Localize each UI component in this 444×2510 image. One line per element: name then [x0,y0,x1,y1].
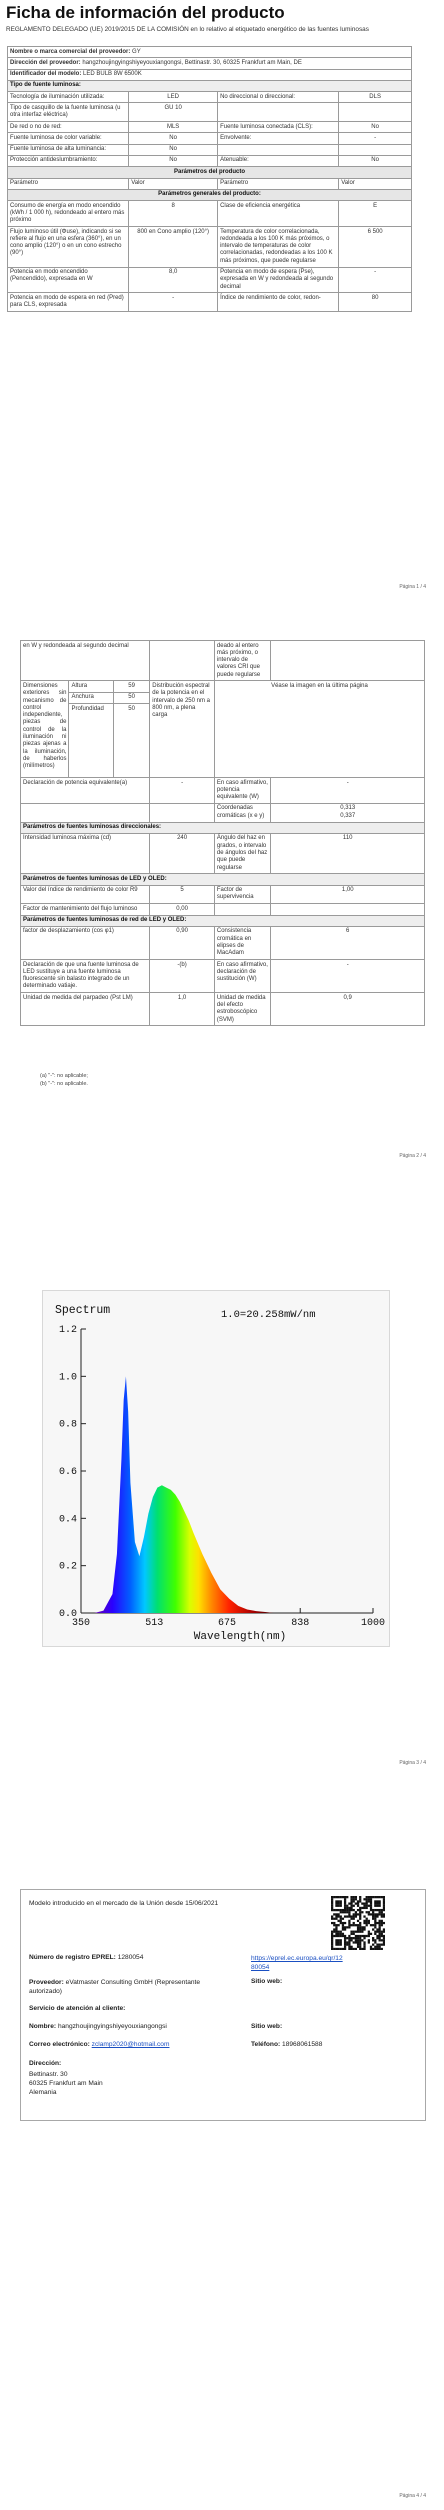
table-row [8,103,412,122]
cont-cell-2 [150,641,215,681]
table-row [8,92,412,103]
supplier-name-label: Nombre o marca comercial del proveedor: [10,48,131,55]
table-cell [150,803,215,822]
table-cell: No [129,144,218,155]
spectral-dist-label: Distribución espectral de la potencia en el intervalo de 250 nm a 800 nm, a plena carga [150,681,215,778]
table-row [21,803,425,822]
table-cell: Coordenadas cromáticas (x e y) [214,803,271,822]
page-number: Página 1 / 4 [399,584,426,590]
name-value: hangzhoujingyingshiyeyouxiangongsi [57,2023,167,2030]
email-link[interactable]: zclamp2020@hotmail.com [91,2041,170,2048]
mains-rows [21,926,425,1026]
table-cell: 8 [129,201,218,227]
x-tick-label: 675 [217,1618,237,1629]
chart-axes [59,1325,385,1629]
col-header-value-2: Valor [339,178,412,189]
dir-cell-3: Ángulo del haz en grados, o intervalo de ángulos del haz que puede regularse [214,833,271,873]
table-cell: En caso afirmativo, potencia equivalente (W) [214,778,271,804]
table-cell: Factor de supervivencia [214,885,271,904]
table-cell: Fuente luminosa de alta luminancia: [8,144,129,155]
table-row [21,960,425,993]
table-row [21,993,425,1026]
footnote-a: (a) "-": no aplicable; [40,1073,88,1079]
table-cell: Protección antideslumbramiento: [8,155,129,166]
provider-label: Proveedor: [29,1979,64,1986]
table-cell: 0,313 0,337 [271,803,425,822]
table-cell [339,144,412,155]
x-axis-label: Wavelength(nm) [193,1631,287,1643]
model-label: Identificador del modelo: [10,71,82,78]
table-cell: - [129,293,218,312]
table-cell: MLS [129,122,218,133]
table-cell: En caso afirmativo, declaración de sustitución (W) [214,960,271,993]
table-cell: Potencia en modo de espera (Pse), expresada en W y redondeada al segundo decimal [218,267,339,293]
decl-rows [21,778,425,822]
table-cell: Envolvente: [218,133,339,144]
product-info-table-p2 [20,640,425,1026]
cont-cell-1: en W y redondeada al segundo decimal [21,641,150,681]
phone-label: Teléfono: [251,2041,281,2048]
table-cell: Declaración de potencia equivalente(a) [21,778,150,804]
table-cell: Atenuable: [218,155,339,166]
peak-label: 1.0=20.258mW/nm [221,1309,316,1321]
dim-name-width: Anchura [69,692,113,703]
table-cell: Índice de rendimiento de color, redon- [218,293,339,312]
table-cell: No direccional o direccional: [218,92,339,103]
mains-header: Parámetros de fuentes luminosas de red de LED y OLED: [21,915,425,926]
table-row [8,201,412,227]
dim-name-height: Altura [69,681,113,692]
table-cell: 0,00 [150,904,215,915]
table-cell: Potencia en modo de espera en red (Pred) para CLS, expresada [8,293,129,312]
supplier-info-box [20,1889,426,2121]
supplier-address: hangzhoujingyingshiyeyouxiangongsi, Bettinastr. 30, 60325 Frankfurt am Main, DE [82,59,302,66]
table-cell: E [339,201,412,227]
spectrum-chart-panel [42,1290,390,1647]
table-row [8,267,412,293]
table-row [8,155,412,166]
y-tick-label: 1.0 [58,1372,77,1384]
supplier-name: GY [132,48,141,55]
table-cell: 0,9 [271,993,425,1026]
spectrum-chart [43,1291,389,1646]
table-cell: - [271,778,425,804]
x-tick-label: 513 [145,1618,164,1629]
table-row [8,133,412,144]
type-header: Tipo de fuente luminosa: [8,80,412,91]
table-cell: factor de desplazamiento (cos φ1) [21,926,150,959]
eprel-label: Número de registro EPREL: [29,1954,116,1961]
type-rows [8,92,412,167]
table-cell: No [339,155,412,166]
x-tick-label: 838 [291,1618,310,1629]
table-row [8,293,412,312]
table-cell [21,803,150,822]
table-cell: Consumo de energía en modo encendido (kWh / 1 000 h), redondeado al entero más próximo [8,201,129,227]
table-cell: Factor de mantenimiento del flujo luminoso [21,904,150,915]
directional-header: Parámetros de fuentes luminosas direccionales: [21,822,425,833]
table-cell [271,904,425,915]
product-info-table-p1 [7,46,412,312]
table-cell: Fuente luminosa de color variable: [8,133,129,144]
table-cell: 8,0 [129,267,218,293]
led-header: Parámetros de fuentes luminosas de LED y OLED: [21,874,425,885]
table-row [21,926,425,959]
y-tick-label: 0.4 [58,1514,77,1526]
market-intro: Modelo introducido en el mercado de la Unión desde 15/06/2021 [29,1900,219,1907]
table-cell: - [339,133,412,144]
col-header-param-1: Parámetro [8,178,129,189]
page-number: Página 2 / 4 [399,1153,426,1159]
table-cell: Tecnología de iluminación utilizada: [8,92,129,103]
spectrum-title: Spectrum [55,1304,111,1317]
table-cell: GU 10 [129,103,218,122]
cont-cell-3: deado al entero más próximo, o intervalo de valores CRI que puede regularse [214,641,271,681]
page-1 [0,0,444,590]
table-row [8,227,412,267]
table-cell: 1,0 [150,993,215,1026]
website-label: Sitio web: [251,1978,283,1985]
page-number-3: Página 3 / 4 [399,1760,426,1766]
y-tick-label: 0.2 [58,1561,77,1573]
qr-code-icon [331,1896,385,1950]
table-cell: 6 [271,926,425,959]
table-cell: De red o no de red: [8,122,129,133]
x-tick-label: 350 [71,1618,91,1629]
table-cell: No [129,133,218,144]
name-label: Nombre: [29,2023,57,2030]
address-label: Dirección: [29,2060,62,2067]
table-row [21,904,425,915]
spectral-dist-value: Véase la imagen en la última página [214,681,424,778]
table-cell: 6 500 [339,227,412,267]
provider-value: eVatmaster Consulting GmbH (Representante autorizado) [29,1979,201,1995]
table-cell: LED [129,92,218,103]
email-label: Correo electrónico: [29,2041,90,2048]
table-row [8,122,412,133]
table-cell: Fuente luminosa conectada (CLS): [218,122,339,133]
phone-value: 18968061588 [282,2041,323,2048]
y-tick-label: 1.2 [58,1325,77,1336]
y-tick-label: 0.8 [58,1419,77,1431]
table-cell: Declaración de que una fuente luminosa de LED sustituye a una fuente luminosa fluorescente sin balasto integrado de un determinado vatiaje. [21,960,150,993]
y-tick-label: 0.0 [58,1609,77,1620]
table-cell: 80 [339,293,412,312]
address-line-2: 60325 Frankfurt am Main [29,2080,103,2087]
supplier-address-label: Dirección del proveedor: [10,59,81,66]
table-cell [218,144,339,155]
general-rows [8,201,412,312]
page-title: Ficha de información del producto [6,3,285,22]
table-cell: 1,00 [271,885,425,904]
footnotes [40,1072,88,1088]
table-cell: 0,90 [150,926,215,959]
page-subtitle: REGLAMENTO DELEGADO (UE) 2019/2015 DE LA COMISIÓN en lo relativo al etiquetado energético de las fuentes luminosas [6,26,369,33]
cont-cell-4 [271,641,425,681]
table-row [21,885,425,904]
spectrum-area [43,1291,389,1646]
model-id: LED BULB 8W 6500K [83,71,142,78]
table-cell: -(b) [150,960,215,993]
params-header: Parámetros del producto [8,167,412,178]
table-cell [214,904,271,915]
address-line-1: Bettinastr. 30 [29,2071,68,2078]
table-cell: 800 en Cono amplio (120°) [129,227,218,267]
dir-cell-4: 110 [271,833,425,873]
col-header-value-1: Valor [129,178,218,189]
table-cell: Potencia en modo encendido (Pencendido), expresada en W [8,267,129,293]
led-rows [21,885,425,915]
table-row [8,144,412,155]
address-block [29,2070,103,2097]
table-cell: No [129,155,218,166]
table-cell: - [339,267,412,293]
eprel-link[interactable]: https://eprel.ec.europa.eu/qr/1280054 [251,1955,343,1971]
table-cell: - [271,960,425,993]
table-cell: - [150,778,215,804]
dim-name-depth: Profundidad [69,704,113,778]
table-cell [339,103,412,122]
service-header: Servicio de atención al cliente: [29,2005,126,2012]
dim-value-depth: 50 [113,704,149,778]
table-cell: No [339,122,412,133]
dim-value-height: 59 [113,681,149,692]
col-header-param-2: Parámetro [218,178,339,189]
x-tick-label: 1000 [360,1618,386,1629]
page-2 [0,640,444,1230]
y-tick-label: 0.6 [58,1467,77,1478]
website2-label: Sitio web: [251,2023,283,2030]
footnote-b: (b) "-": no aplicable. [40,1081,88,1087]
table-cell: Valor del índice de rendimiento de color R9 [21,885,150,904]
dir-cell-1: Intensidad luminosa máxima (cd) [21,833,150,873]
address-line-3: Alemania [29,2089,57,2096]
general-params-header: Parámetros generales del producto: [8,189,412,200]
table-cell: Clase de eficiencia energética [218,201,339,227]
table-row [21,778,425,804]
table-cell: Consistencia cromática en elipses de MacAdam [214,926,271,959]
page-number-4: Página 4 / 4 [399,2493,426,2499]
table-cell [218,103,339,122]
dir-cell-2: 240 [150,833,215,873]
table-cell: Tipo de casquillo de la fuente luminosa (u otra interfaz eléctrica) [8,103,129,122]
eprel-value: 1280054 [117,1954,144,1961]
table-cell: Flujo luminoso útil (Φuse), indicando si se refiere al flujo en una esfera (360°), en un cono amplio (120°) o en un cono estrecho (90°) [8,227,129,267]
dims-label: Dimensiones exteriores sin mecanismo de control independiente, piezas de control de la iluminación ni piezas ajenas a la iluminación, de haberlos (milímetros) [21,681,69,778]
table-cell: 5 [150,885,215,904]
table-cell: Unidad de medida del parpadeo (Pst LM) [21,993,150,1026]
table-cell: Unidad de medida del efecto estroboscópico (SVM) [214,993,271,1026]
dim-value-width: 50 [113,692,149,703]
table-cell: DLS [339,92,412,103]
table-cell: Temperatura de color correlacionada, redondeada a los 100 K más próximos, o intervalo de temperaturas de color correlacionadas, redondeadas a los 100 K más próximos, que puede regularse [218,227,339,267]
